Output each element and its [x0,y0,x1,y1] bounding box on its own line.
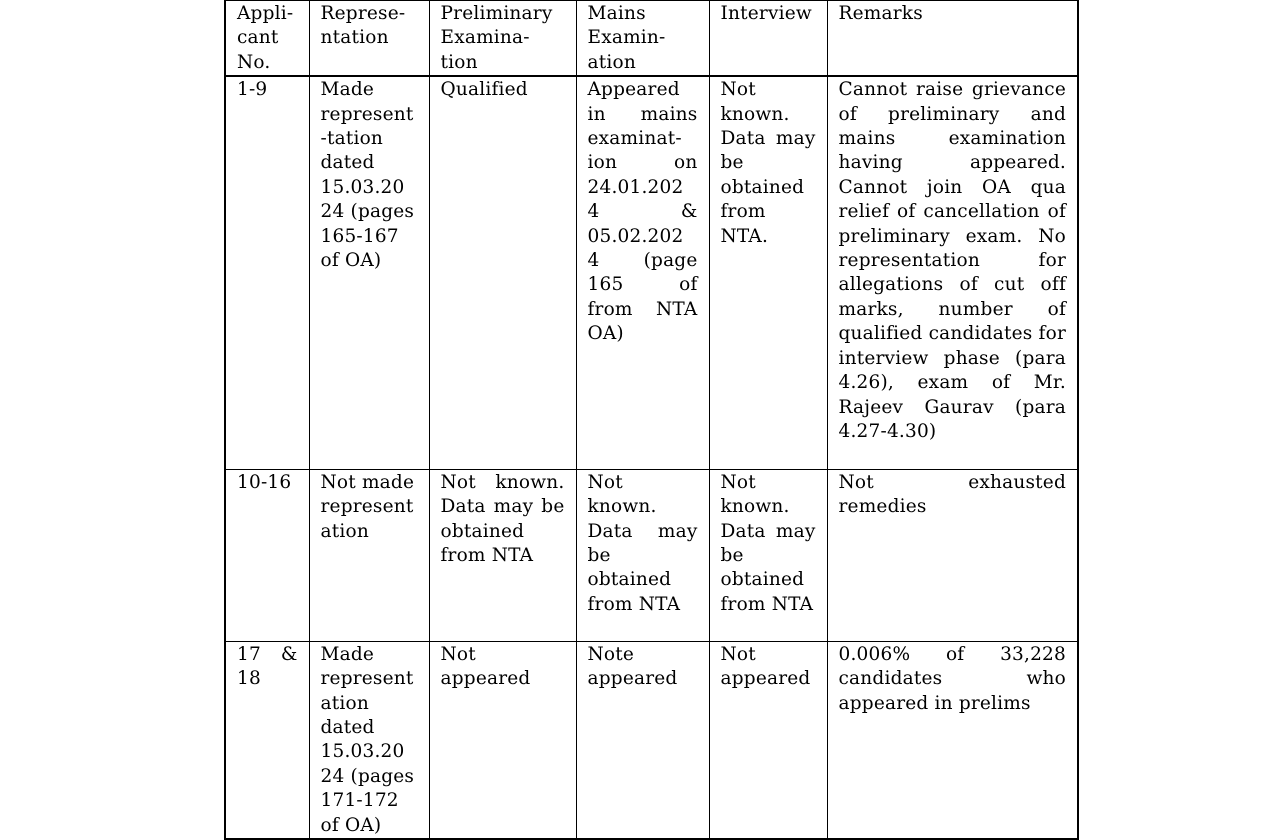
cell-mains: Appeared in mains examinat-ion on 24.01.202 4 & 05.02.202 4 (page 165 of from NTA OA) [576,76,709,469]
header-preliminary-examination: Preliminary Examina- tion [429,1,576,77]
cell-preliminary: Not known. Data may be obtained from NTA [429,469,576,641]
cell-remarks: Not exhausted remedies [827,469,1078,641]
header-representation: Represe- ntation [309,1,429,77]
cell-remarks: Cannot raise grievance of preliminary and mains examination having appeared. Cannot join OA qua relief of cancellation of preliminary exam. No representation for allegations of cut off marks, number of qualified candidates for interview phase (para 4.26), exam of Mr. Rajeev Gaurav (para 4.27-4.30) [827,76,1078,469]
cell-mains: Note appeared [576,641,709,839]
table-row [225,469,1078,641]
table-row [225,76,1078,469]
table-header-row [225,1,1078,77]
cell-mains: Not known. Data may be obtained from NTA [576,469,709,641]
cell-applicant-no: 17 & 18 [225,641,309,839]
header-interview: Interview [709,1,827,77]
cell-representation: Made represent -tation dated 15.03.20 24 (pages 165-167 of OA) [309,76,429,469]
cell-applicant-no: 10-16 [225,469,309,641]
applicants-table [224,0,1079,840]
cell-interview: Not known. Data may be obtained from NTA. [709,76,827,469]
header-remarks: Remarks [827,1,1078,77]
header-applicant-no: Appli- cant No. [225,1,309,77]
cell-preliminary: Not appeared [429,641,576,839]
header-mains-examination: Mains Examin- ation [576,1,709,77]
cell-preliminary: Qualified [429,76,576,469]
cell-interview: Not known. Data may be obtained from NTA [709,469,827,641]
cell-applicant-no: 1-9 [225,76,309,469]
cell-interview: Not appeared [709,641,827,839]
cell-remarks: 0.006% of 33,228 candidates who appeared in prelims [827,641,1078,839]
cell-representation: Made represent ation dated 15.03.20 24 (pages 171-172 of OA) [309,641,429,839]
table-row [225,641,1078,839]
cell-representation: Not made represent ation [309,469,429,641]
